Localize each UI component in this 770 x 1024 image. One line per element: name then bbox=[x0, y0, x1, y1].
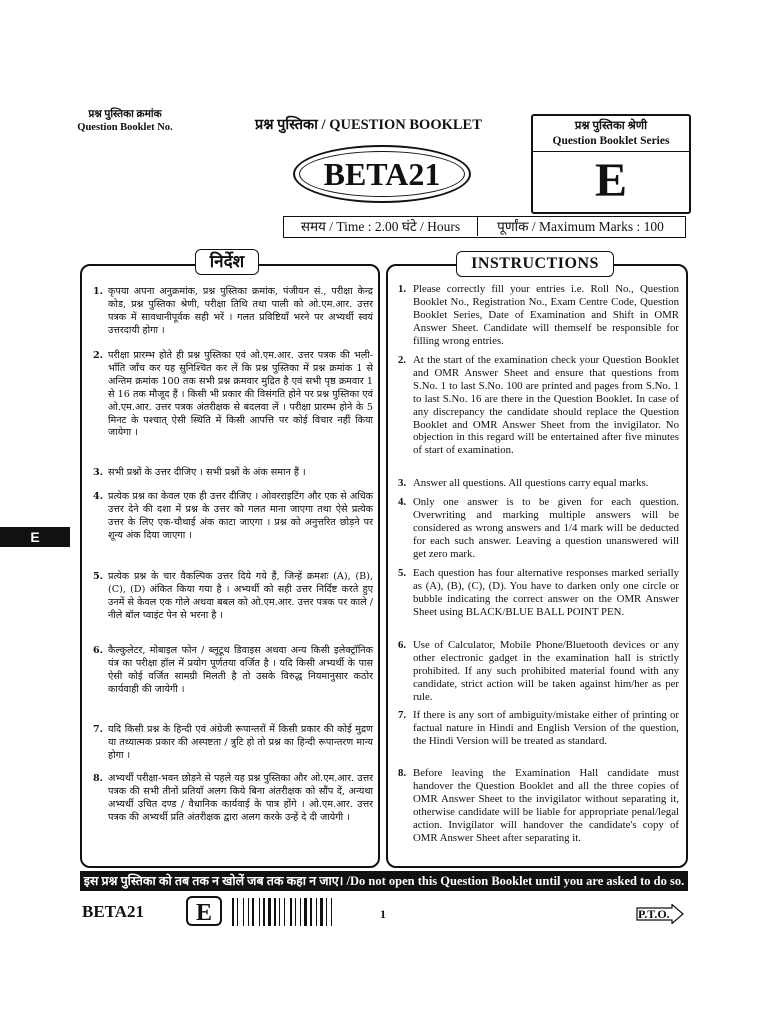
barcode-bar bbox=[252, 898, 254, 926]
item-text: यदि किसी प्रश्न के हिन्दी एवं अंग्रेजी रूपान्तरों में किसी प्रकार की कोई मुद्रण या तथ्यात्मक प्रकार की अस्पष्टता / त्रुटि हो तो प्रश्न का हिन्दी रूपान्तरण मान्य होगा । bbox=[108, 724, 373, 761]
english-instructions-title: INSTRUCTIONS bbox=[456, 251, 614, 277]
series-label-hindi: प्रश्न पुस्तिका श्रेणी bbox=[574, 120, 648, 132]
marks-cell: पूर्णांक / Maximum Marks : 100 bbox=[497, 219, 664, 234]
barcode-bar bbox=[268, 898, 271, 926]
english-instruction-item bbox=[398, 639, 679, 704]
hindi-instructions-title: निर्देश bbox=[195, 249, 259, 275]
item-number: 6. bbox=[93, 645, 104, 656]
hindi-instruction-item bbox=[93, 467, 373, 480]
item-text: Please correctly fill your entries i.e. Roll No., Question Booklet No., Registration No., Exam Centre Code, Question Booklet Series, Date of Examination and Shift in OMR Answer Sheet. Candidate will themself be responsible for filling wrong entries. bbox=[413, 283, 679, 347]
series-label-english: Question Booklet Series bbox=[552, 135, 670, 147]
hindi-instruction-item bbox=[93, 773, 373, 825]
item-text: Only one answer is to be given for each question. Overwriting and marking multiple answers will be considered as wrong answers and 1/4 mark will be deducted for each such answer. Leaving a question unanswered will get zero mark. bbox=[413, 496, 679, 560]
time-marks-bar bbox=[283, 216, 686, 238]
barcode-bar bbox=[263, 898, 265, 926]
english-instruction-item bbox=[398, 767, 679, 844]
item-number: 7. bbox=[398, 709, 407, 721]
side-series-tab: E bbox=[0, 527, 70, 547]
footer-series-box: E bbox=[186, 896, 222, 926]
barcode-bar bbox=[331, 898, 332, 926]
booklet-number-label-english: Question Booklet No. bbox=[77, 122, 173, 133]
item-number: 3. bbox=[398, 477, 407, 489]
item-number: 4. bbox=[398, 496, 407, 508]
item-number: 4. bbox=[93, 491, 104, 502]
item-number: 5. bbox=[398, 567, 407, 579]
barcode-icon bbox=[232, 898, 364, 926]
item-text: At the start of the examination check your Question Booklet and OMR Answer Sheet and ensure that questions from S.No. 1 to last S.No. 100 are printed and pages from S.No. 1 to last S.No. 16 are there in the Question Booklet. In case of any discrepancy the candidate should replace the Question Booklet and OMR Answer Sheet from the invigilator. No objection in this regard will be entertained after five minutes of start of examination. bbox=[413, 354, 679, 457]
item-number: 1. bbox=[93, 286, 104, 297]
pto-label: P.T.O. bbox=[638, 907, 670, 921]
booklet-title: प्रश्न पुस्तिका / QUESTION BOOKLET bbox=[255, 117, 482, 133]
booklet-number-label bbox=[55, 108, 195, 134]
hindi-instruction-item bbox=[93, 724, 373, 763]
hindi-instruction-item bbox=[93, 571, 373, 623]
item-text: Each question has four alternative responses marked serially as (A), (B), (C), (D). You have to darken only one circle or bubble indicating the correct answer on the OMR Answer Sheet using BLACK/BLUE BALL POINT PEN. bbox=[413, 567, 679, 618]
hindi-instruction-item bbox=[93, 491, 373, 543]
item-number: 8. bbox=[93, 773, 104, 784]
item-text: Use of Calculator, Mobile Phone/Bluetooth devices or any other electronic gadget in the examination hall is strictly prohibited. If any such prohibited material found with any candidate, strict action will be taken against him/her as per rule. bbox=[413, 639, 679, 703]
exam-code-oval bbox=[293, 145, 471, 203]
item-number: 2. bbox=[93, 350, 104, 361]
barcode-bar bbox=[237, 898, 238, 926]
english-instruction-item bbox=[398, 354, 679, 457]
item-number: 8. bbox=[398, 767, 407, 779]
booklet-number-label-hindi: प्रश्न पुस्तिका क्रमांक bbox=[88, 109, 162, 120]
item-number: 5. bbox=[93, 571, 104, 582]
series-letter: E bbox=[594, 154, 627, 207]
barcode-bar bbox=[284, 898, 285, 926]
english-instruction-item bbox=[398, 709, 679, 748]
item-number: 2. bbox=[398, 354, 407, 366]
item-number: 7. bbox=[93, 724, 104, 735]
item-number: 1. bbox=[398, 283, 407, 295]
barcode-bar bbox=[326, 898, 327, 926]
footer-exam-code: BETA21 bbox=[82, 902, 145, 921]
item-number: 3. bbox=[93, 467, 104, 478]
item-number: 6. bbox=[398, 639, 407, 651]
item-text: Before leaving the Examination Hall candidate must handover the Question Booklet and all the three copies of OMR Answer Sheet to the invigilator without separating it, otherwise candidate will be liable for appropriate penal/legal action. Invigilator will handover the candidate's copy of OMR Answer Sheet after separating it. bbox=[413, 767, 679, 844]
english-instruction-item bbox=[398, 283, 679, 348]
barcode-bar bbox=[310, 898, 312, 926]
item-text: प्रत्येक प्रश्न का केवल एक ही उत्तर दीजिए । ओवरराइटिंग और एक से अधिक उत्तर देने की दशा में प्रश्न के उत्तर को गलत माना जाएगा तथा ऐसे प्रत्येक उत्तर के लिए एक-चौथाई अंक काटा जाएगा । प्रश्न को अनुत्तरित छोड़ने पर शून्य अंक दिया जाएगा । bbox=[108, 491, 373, 541]
barcode-bar bbox=[295, 898, 296, 926]
do-not-open-banner: इस प्रश्न पुस्तिका को तब तक न खोलें जब तक कहा न जाए। /Do not open this Question Booklet until you are asked to do so. bbox=[80, 871, 688, 891]
barcode-bar bbox=[304, 898, 307, 926]
barcode-bar bbox=[232, 898, 234, 926]
item-text: प्रत्येक प्रश्न के चार वैकल्पिक उत्तर दिये गये हैं, जिन्हें क्रमशः (A), (B), (C), (D) अंकित किया गया है । अभ्यर्थी को सही उत्तर निर्दिष्ट करते हुए उनमें से केवल एक गोले अथवा बबल को ओ.एम.आर. उत्तर पत्रक पर काले / नीले बॉल प्वाइंट पेन से भरना है । bbox=[108, 571, 373, 621]
barcode-bar bbox=[316, 898, 317, 926]
barcode-bar bbox=[290, 898, 292, 926]
item-text: कैल्कुलेटर, मोबाइल फोन / ब्लूटूथ डिवाइस अथवा अन्य किसी इलेक्ट्रॉनिक यंत्र का परीक्षा हॉल में प्रयोग पूर्णतया वर्जित है । यदि किसी अभ्यर्थी के पास ऐसी कोई वर्जित सामग्री मिलती है तो उसके विरुद्ध नियमानुसार कठोर कार्यवाही की जायेगी । bbox=[108, 645, 373, 695]
barcode-bar bbox=[259, 898, 260, 926]
barcode-bar bbox=[320, 898, 323, 926]
item-text: कृपया अपना अनुक्रमांक, प्रश्न पुस्तिका क्रमांक, पंजीयन सं., परीक्षा केन्द्र कोड, प्रश्न पुस्तिका श्रेणी, परीक्षा तिथि तथा पाली को ओ.एम.आर. उत्तर पत्रक में सावधानीपूर्वक सही भरें । गलत प्रविष्टियाँ भरने पर अभ्यर्थी स्वयं उत्तरदायी होगा । bbox=[108, 286, 373, 336]
item-text: अभ्यर्थी परीक्षा-भवन छोड़ने से पहले यह प्रश्न पुस्तिका और ओ.एम.आर. उत्तर पत्रक की सभी तीनों प्रतियाँ अलग किये बिना अंतरीक्षक को सौंप दें, अन्यथा अभ्यर्थी उचित दण्ड / वैधानिक कार्यवाई के पात्र होंगे । ओ.एम.आर. उत्तर पत्रक की अभ्यर्थी प्रति अंतरीक्षक द्वारा अलग करके उन्हें दे दी जायेगी । bbox=[108, 773, 373, 823]
barcode-bar bbox=[248, 898, 249, 926]
barcode-bar bbox=[279, 898, 280, 926]
barcode-bar bbox=[243, 898, 244, 926]
item-text: परीक्षा प्रारम्भ होते ही प्रश्न पुस्तिका एवं ओ.एम.आर. उत्तर पत्रक की भली-भाँति जाँच कर यह सुनिश्चित कर लें कि प्रश्न पुस्तिका में प्रश्न क्रमांक 1 से अन्तिम क्रमांक 100 तक सभी प्रश्न क्रमवार मुद्रित है एवं सभी पृष्ठ क्रमवार 1 से 16 तक मौजूद हैं । किसी भी प्रकार की विसंगति होने पर प्रश्न पुस्तिका एवं ओ.एम.आर. उत्तर पत्रक अंतरीक्षक से बदलवा लें । परीक्षा प्रारम्भ होने के 5 मिनट के पश्चात् ऐसी स्थिति में किसी आपत्ति पर कोई विचार नहीं किया जायेगा । bbox=[108, 350, 373, 439]
page-number: 1 bbox=[380, 907, 386, 921]
time-cell: समय / Time : 2.00 घंटे / Hours bbox=[284, 217, 478, 236]
item-text: If there is any sort of ambiguity/mistake either of printing or factual nature in Hindi and English Version of the question, the Hindi Version will be treated as standard. bbox=[413, 709, 679, 747]
item-text: सभी प्रश्नों के उत्तर दीजिए । सभी प्रश्नों के अंक समान हैं । bbox=[108, 467, 306, 478]
hindi-instruction-item bbox=[93, 286, 373, 338]
barcode-bar bbox=[300, 898, 301, 926]
english-instruction-item bbox=[398, 567, 679, 619]
english-instruction-item bbox=[398, 496, 679, 561]
barcode-bar bbox=[274, 898, 276, 926]
hindi-instruction-item bbox=[93, 645, 373, 697]
series-box bbox=[531, 114, 691, 214]
series-header bbox=[533, 116, 689, 152]
exam-code: BETA21 bbox=[323, 156, 441, 192]
english-instruction-item bbox=[398, 477, 679, 490]
item-text: Answer all questions. All questions carry equal marks. bbox=[413, 477, 649, 489]
hindi-instruction-item bbox=[93, 350, 373, 440]
